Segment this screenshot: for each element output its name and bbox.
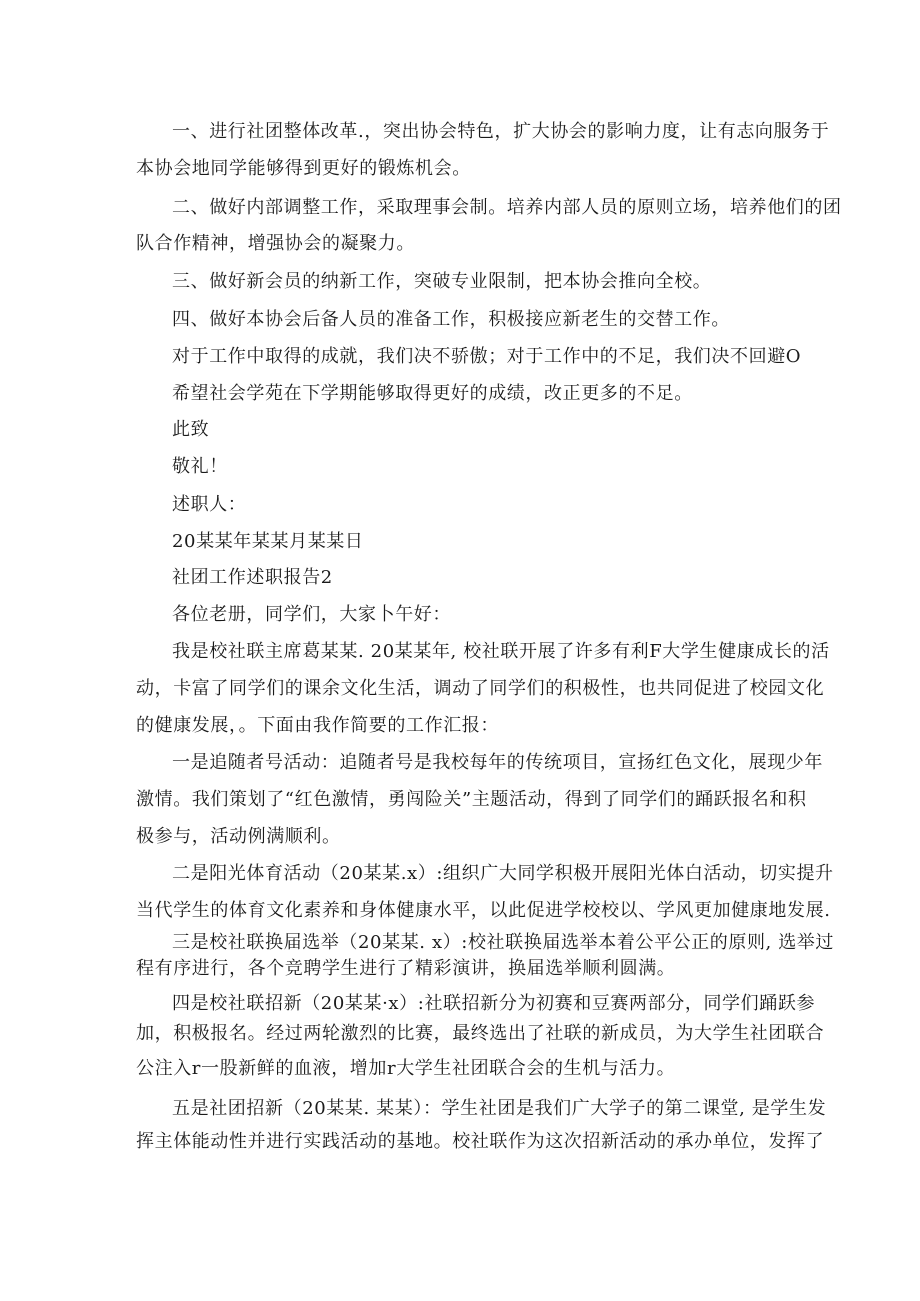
text-line: 各位老册，同学们，大家卜午好： — [172, 604, 451, 625]
text-line: 二是阳光体育活动（20某某.x）:组织广大同学积极开展阳光体白活动，切实提升 — [172, 863, 834, 884]
text-line: 敬礼！ — [172, 456, 228, 477]
text-line: 对于工作中取得的成就，我们决不骄傲；对于工作中的不足，我们决不回避O — [172, 346, 802, 367]
text-line: 二、做好内部调整工作，采取理事会制。培养内部人员的原则立场，培养他们的团 — [172, 197, 842, 218]
text-line: 公注入r一股新鲜的血液，增加r大学生社团联合会的生机与活力。 — [136, 1058, 676, 1079]
text-line: 一是追随者号活动：追随者号是我校每年的传统项目，宣扬红色文化，展现少年 — [172, 752, 823, 773]
text-line: 挥主体能动性并进行实践活动的基地。校社联作为这次招新活动的承办单位，发挥了 — [136, 1131, 825, 1152]
text-line: 动，卡富了同学们的课余文化生活，调动了同学们的积极性，也共同促进了校园文化 — [136, 678, 825, 699]
text-line: 四是校社联招新（20某某·x）:社联招新分为初赛和豆赛两部分，同学们踊跃参 — [172, 993, 816, 1014]
text-line: 我是校社联主席葛某某. 20某某年, 校社联开展了许多有利F大学生健康成长的活 — [172, 641, 830, 662]
text-line: 此致 — [172, 419, 210, 440]
text-line: 激情。我们策划了“红色激情，勇闯险关”主题活动，得到了同学们的踊跃报名和积 — [136, 789, 807, 810]
text-line: 希望社会学苑在下学期能够取得更好的成绩，改正更多的不足。 — [172, 383, 693, 404]
text-line: 加，积极报名。经过两轮激烈的比赛，最终选出了社联的新成员，为大学生社团联合 — [136, 1023, 825, 1044]
text-line: 的健康发展，。下面由我作简要的工作汇报： — [136, 715, 499, 736]
text-line: 三是校社联换届选举（20某某. x）:校社联换届选举本着公平公正的原则, 选举过 — [172, 932, 835, 953]
text-line: 队合作精神，增强协会的凝聚力。 — [136, 233, 415, 254]
text-line: 程有序进行，各个竞聘学生进行了精彩演讲，换届选举顺利圆满。 — [136, 958, 676, 979]
text-line: 20某某年某某月某某日 — [172, 531, 364, 552]
text-line: 本协会地同学能够得到更好的锻炼机会。 — [136, 158, 471, 179]
text-line: 极参与，活动例满顺利。 — [136, 826, 341, 847]
text-line: 述职人： — [172, 494, 247, 515]
text-line: 五是社团招新（20某某. 某某）：学生社团是我们广大学子的第二课堂, 是学生发 — [172, 1098, 827, 1119]
text-line: 当代学生的体育文化素养和身体健康水平，以此促进学校校以、学风更加健康地发展. — [136, 900, 831, 921]
section-title: 社团工作述职报告2 — [172, 567, 333, 588]
text-line: 四、做好本协会后备人员的准备工作，积极接应新老生的交替工作。 — [172, 309, 730, 330]
text-line: 三、做好新会员的纳新工作，突破专业限制，把本协会推向全校。 — [172, 271, 712, 292]
text-line: 一、进行社团整体改革.，突出协会特色，扩大协会的影响力度，让有志向服务于 — [172, 121, 830, 142]
